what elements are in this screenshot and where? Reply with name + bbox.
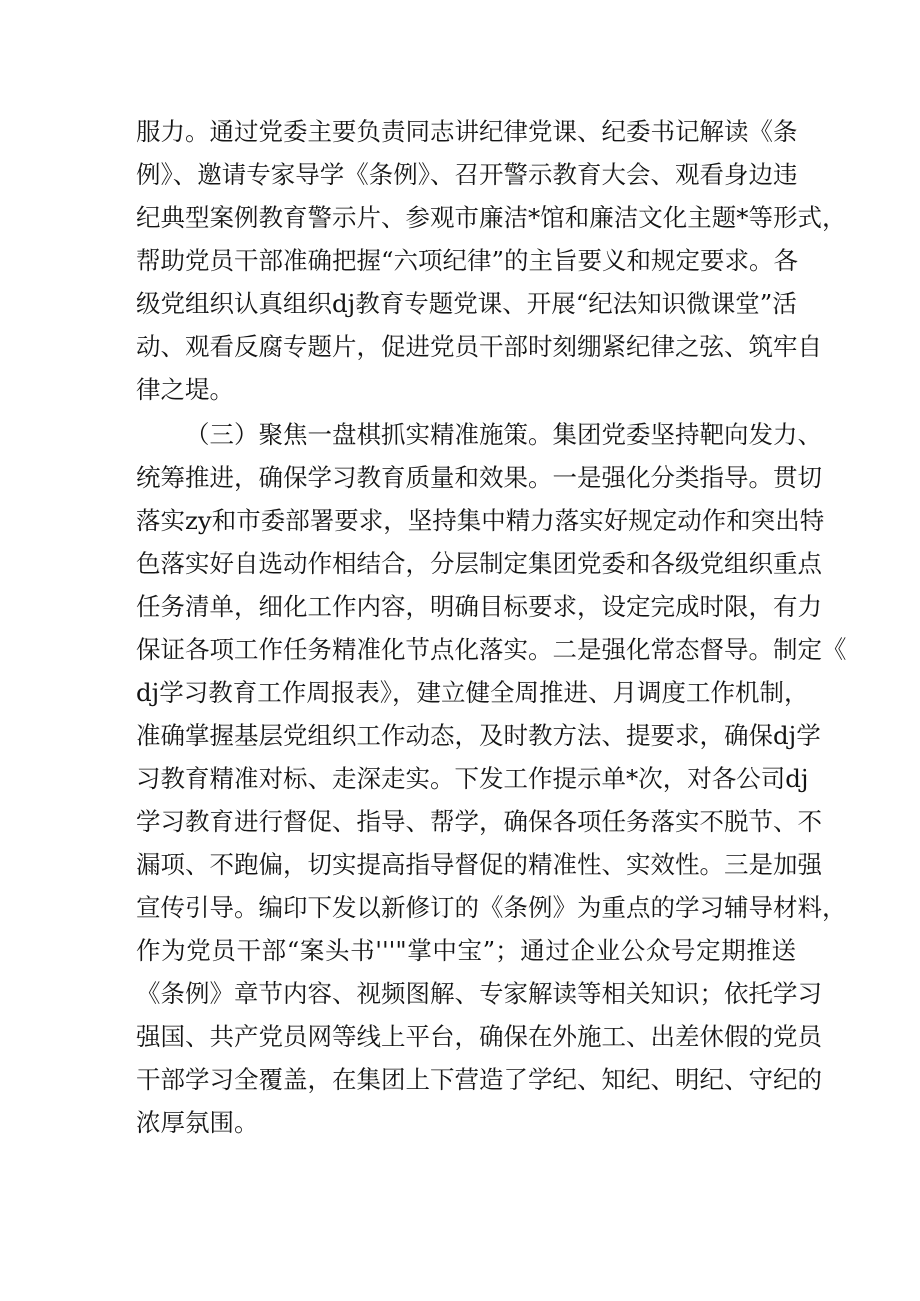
text-line: 任务清单，细化工作内容，明确目标要求，设定完成时限，有力 — [136, 592, 822, 621]
text-line: 漏项、不跑偏，切实提高指导督促的精准性、实效性。三是加强 — [136, 850, 822, 879]
text-line: 《条例》章节内容、视频图解、专家解读等相关知识；依托学习 — [136, 979, 822, 1008]
text-line: 帮助党员干部准确把握“六项纪律”的主旨要义和规定要求。各 — [136, 246, 799, 275]
text-line: 习教育精准对标、走深走实。下发工作提示单*次，对各公司dj — [136, 764, 809, 793]
text-line: 律之堤。 — [136, 375, 234, 404]
text-line: 浓厚氛围。 — [136, 1108, 259, 1137]
text-line: dj学习教育工作周报表》，建立健全周推进、月调度工作机制， — [136, 678, 809, 707]
text-line: 级党组织认真组织dj教育专题党课、开展“纪法知识微课堂”活 — [136, 289, 797, 318]
text-line: 保证各项工作任务精准化节点化落实。二是强化常态督导。制定《 — [136, 635, 847, 664]
text-line: 纪典型案例教育警示片、参观市廉洁*馆和廉洁文化主题*等形式， — [136, 203, 847, 232]
text-line: 干部学习全覆盖，在集团上下营造了学纪、知纪、明纪、守纪的 — [136, 1065, 822, 1094]
text-line: 服力。通过党委主要负责同志讲纪律党课、纪委书记解读《条 — [136, 117, 798, 146]
text-line: 学习教育进行督促、指导、帮学，确保各项任务落实不脱节、不 — [136, 807, 822, 836]
text-line: 动、观看反腐专题片，促进党员干部时刻绷紧纪律之弦、筑牢自 — [136, 332, 822, 361]
paragraph-heading-line: （三）聚焦一盘棋抓实精准施策。集团党委坚持靶向发力、 — [185, 420, 822, 449]
text-line: 例》、邀请专家导学《条例》、召开警示教育大会、观看身边违 — [136, 160, 798, 189]
text-line: 统筹推进，确保学习教育质量和效果。一是强化分类指导。贯切 — [136, 463, 822, 492]
text-line: 色落实好自选动作相结合，分层制定集团党委和各级党组织重点 — [136, 549, 822, 578]
text-line: 准确掌握基层党组织工作动态，及时教方法、提要求，确保dj学 — [136, 721, 821, 750]
text-line: 宣传引导。编印下发以新修订的《条例》为重点的学习辅导材料， — [136, 893, 847, 922]
text-line: 强国、共产党员网等线上平台，确保在外施工、出差休假的党员 — [136, 1022, 822, 1051]
text-line: 落实zy和市委部署要求，坚持集中精力落实好规定动作和突出特 — [136, 506, 825, 535]
text-line: 作为党员干部“案头书'''"掌中宝”；通过企业公众号定期推送 — [136, 936, 796, 965]
